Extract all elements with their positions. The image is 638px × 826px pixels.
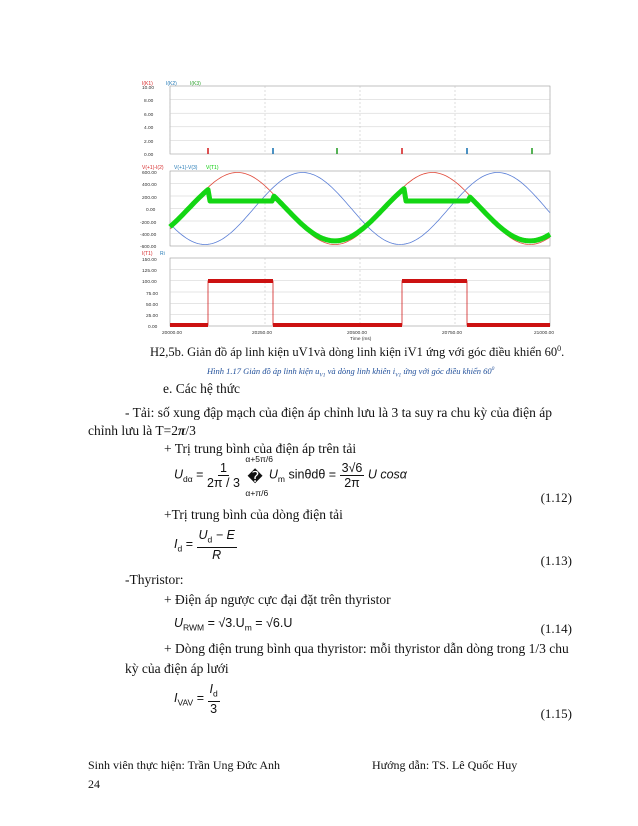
panel-voltage: [140, 165, 550, 250]
panel3-ytick: 150.00: [142, 258, 157, 263]
panel3-xtick: 21000.00: [534, 331, 555, 336]
panel2-ytick: 600.00: [142, 171, 157, 176]
paragraph-line: + Dòng điện trung bình qua thyristor: mỗi thyristor dẫn dòng trong 1/3 chu: [164, 641, 569, 656]
equation-1-13: $I_d$ = $\frac{U_d - E}{R}$: [174, 528, 235, 562]
panel3-xtick: 20250.00: [252, 331, 273, 336]
panel1-legend-3: I(K3): [190, 81, 201, 87]
panel-current: [142, 251, 554, 342]
equation-1-12: $U_{d\alpha}$ = $\frac{1}{2\pi / 3}$ α+5π/6 � α+π/6 $U_m$ sinθdθ = $\frac{3√6}{2\pi}$ U cosα: [174, 454, 407, 498]
panel2-legend-2: V(+1)-V(3): [174, 165, 198, 171]
panel3-xtick: 20500.00: [347, 331, 368, 336]
panel2-ytick: -600.00: [140, 245, 157, 250]
panel1-ytick: 10.00: [142, 86, 155, 91]
panel1-ytick: 2.00: [144, 140, 154, 145]
equation-1-14: $U_{RWM} = √3.U_m = √6.U$: [174, 616, 293, 633]
section-heading: e. Các hệ thức: [163, 381, 241, 396]
panel2-ytick: -200.00: [140, 221, 157, 226]
paragraph-line: + Điện áp ngược cực đại đặt trên thyristor: [164, 592, 391, 607]
panel1-legend-1: I(K1): [142, 81, 153, 87]
panel3-ytick: 75.00: [146, 292, 159, 297]
panel3-ytick: 25.00: [146, 314, 159, 319]
page-number: 24: [88, 777, 100, 791]
equation-number: (1.14): [540, 621, 572, 636]
panel3-xlabel: Time (ms): [350, 337, 372, 342]
panel3-xtick: 20750.00: [442, 331, 463, 336]
panel2-ytick: 0.00: [146, 208, 156, 213]
panel1-legend-2: I(K2): [166, 81, 177, 87]
panel2-legend-3: V(T1): [206, 165, 219, 171]
panel3-xtick: 20000.00: [162, 331, 183, 336]
panel1-ytick: 0.00: [144, 153, 154, 158]
panel-pulses: [140, 80, 552, 158]
panel2-ytick: -400.00: [140, 233, 157, 238]
equation-number: (1.15): [540, 706, 572, 721]
panel3-legend-2: Ri: [160, 251, 165, 257]
figure-caption-main: H2,5b. Giản đồ áp linh kiện uV1và dòng linh kiện iV1 ứng với góc điều khiển $60^0$.: [150, 344, 565, 360]
integral-sign: α+5π/6 � α+π/6: [245, 454, 273, 498]
panel1-ytick: 4.00: [144, 126, 154, 131]
footer-advisor: Hướng dẫn: TS. Lê Quốc Huy: [372, 758, 518, 772]
panel2-ytick: 400.00: [142, 183, 157, 188]
panel3-ytick: 50.00: [146, 303, 159, 308]
paragraph-line: + Trị trung bình của điện áp trên tải: [164, 441, 357, 456]
panel1-ytick: 8.00: [144, 99, 154, 104]
paragraph-line: kỳ của điện áp lưới: [125, 661, 229, 676]
waveform-figure: [140, 80, 555, 345]
panel1-ytick: 6.00: [144, 113, 154, 118]
paragraph-line: -Thyristor:: [125, 572, 184, 587]
equation-number: (1.12): [540, 490, 572, 505]
footer-student: Sinh viên thực hiện: Trần Ung Đức Anh: [88, 758, 281, 772]
panel2-legend-1: V(+1)-I(2): [142, 165, 164, 171]
panel3-ytick: 125.00: [142, 269, 157, 274]
equation-1-15: $I_{VAV}$ = $\frac{I_d}{3}$: [174, 682, 218, 716]
panel3-ytick: 0.00: [148, 325, 158, 330]
paragraph-line: +Trị trung bình của dòng điện tải: [164, 507, 343, 522]
paragraph-line: - Tải: số xung đập mạch của điện áp chỉnh lưu là 3 ta suy ra chu kỳ của điện áp: [125, 405, 552, 420]
panel3-ytick: 100.00: [142, 280, 157, 285]
paragraph-line: chỉnh lưu là T=2π/3: [88, 423, 196, 438]
figure-caption-sub: Hình 1.17 Giản đồ áp linh kiện $u_{V1}$ và dòng linh khiên $i_{V1}$ ứng với góc điều khiển $60^0$: [207, 366, 495, 379]
panel3-legend-1: I(T1): [142, 251, 153, 257]
waveform-figure-svg: [140, 80, 555, 345]
equation-number: (1.13): [540, 553, 572, 568]
panel2-ytick: 200.00: [142, 196, 157, 201]
